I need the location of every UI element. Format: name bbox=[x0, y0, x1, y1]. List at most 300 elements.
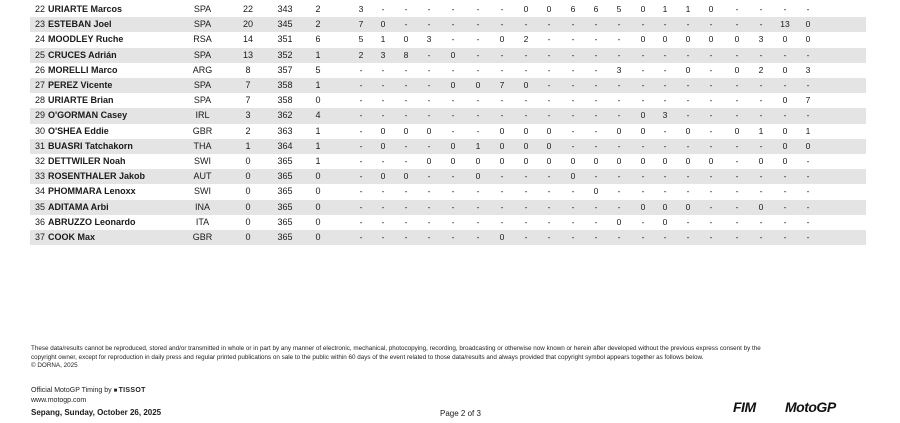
race-result-cell: 13 bbox=[780, 19, 790, 30]
race-result-cell: - bbox=[709, 140, 713, 151]
race-result-cell: - bbox=[617, 80, 621, 90]
gap-cell: 358 bbox=[277, 80, 293, 90]
points-cell: 0 bbox=[245, 201, 251, 212]
race-result-cell: 0 bbox=[685, 156, 691, 166]
race-result-cell: - bbox=[806, 80, 810, 90]
race-result-cell: 0 bbox=[616, 125, 622, 136]
race-result-cell: - bbox=[404, 64, 408, 75]
race-result-cell: 0 bbox=[734, 34, 740, 45]
race-result-cell: - bbox=[735, 171, 739, 182]
race-result-cell: - bbox=[404, 216, 408, 227]
race-result-cell: - bbox=[524, 201, 528, 212]
race-result-cell: - bbox=[547, 80, 551, 90]
race-result-cell: 0 bbox=[380, 125, 386, 136]
race-result-cell: - bbox=[641, 19, 645, 30]
points-cell: 22 bbox=[242, 4, 253, 14]
points-cell: 1 bbox=[245, 140, 251, 151]
race-result-cell: 0 bbox=[450, 156, 456, 166]
race-result-cell: - bbox=[759, 19, 763, 30]
race-result-cell: - bbox=[594, 216, 598, 227]
race-result-cell: 7 bbox=[805, 95, 811, 106]
count-cell: 0 bbox=[315, 171, 321, 182]
race-result-cell: - bbox=[806, 201, 810, 212]
race-result-cell: - bbox=[381, 232, 385, 242]
nation-cell: THA bbox=[193, 140, 212, 151]
timing-credit bbox=[31, 386, 146, 405]
position-cell: 27 bbox=[34, 80, 45, 90]
race-result-cell: 0 bbox=[403, 34, 409, 45]
position-cell: 22 bbox=[34, 4, 45, 14]
position-cell: 30 bbox=[34, 125, 45, 136]
gap-cell: 343 bbox=[277, 4, 293, 14]
race-result-cell: 0 bbox=[685, 34, 691, 45]
count-cell: 0 bbox=[315, 186, 321, 197]
race-result-cell: 2 bbox=[358, 49, 364, 60]
race-result-cell: - bbox=[500, 201, 504, 212]
race-result-cell: - bbox=[663, 186, 667, 197]
race-result-cell: - bbox=[663, 171, 667, 182]
count-cell: 1 bbox=[315, 125, 321, 136]
race-result-cell: - bbox=[476, 19, 480, 30]
race-result-cell: 0 bbox=[475, 80, 481, 90]
rider-name-cell: BUASRI Tatchakorn bbox=[48, 140, 133, 151]
race-result-cell: - bbox=[759, 80, 763, 90]
race-result-cell: 1 bbox=[805, 125, 811, 136]
race-result-cell: 0 bbox=[475, 171, 481, 182]
race-result-cell: - bbox=[709, 19, 713, 30]
points-cell: 0 bbox=[245, 216, 251, 227]
race-result-cell: - bbox=[594, 64, 598, 75]
race-result-cell: - bbox=[663, 125, 667, 136]
race-result-cell: - bbox=[476, 95, 480, 106]
race-result-cell: - bbox=[783, 201, 787, 212]
race-result-cell: - bbox=[571, 110, 575, 121]
race-result-cell: - bbox=[359, 171, 363, 182]
race-result-cell: 0 bbox=[734, 64, 740, 75]
gap-cell: 364 bbox=[277, 140, 293, 151]
race-result-cell: - bbox=[476, 110, 480, 121]
race-result-cell: - bbox=[571, 140, 575, 151]
race-result-cell: - bbox=[451, 64, 455, 75]
race-result-cell: - bbox=[571, 201, 575, 212]
race-result-cell: - bbox=[594, 19, 598, 30]
race-result-cell: - bbox=[451, 186, 455, 197]
race-result-cell: - bbox=[404, 95, 408, 106]
table-row bbox=[30, 17, 866, 32]
race-result-cell: - bbox=[686, 49, 690, 60]
race-result-cell: - bbox=[547, 110, 551, 121]
race-result-cell: - bbox=[617, 34, 621, 45]
race-result-cell: - bbox=[617, 232, 621, 242]
race-result-cell: 3 bbox=[380, 49, 386, 60]
race-result-cell: - bbox=[524, 232, 528, 242]
race-result-cell: - bbox=[451, 171, 455, 182]
race-result-cell: - bbox=[663, 80, 667, 90]
race-result-cell: - bbox=[524, 110, 528, 121]
race-result-cell: - bbox=[500, 95, 504, 106]
race-result-cell: - bbox=[427, 232, 431, 242]
race-result-cell: - bbox=[759, 171, 763, 182]
race-result-cell: 0 bbox=[805, 140, 811, 151]
race-result-cell: 3 bbox=[662, 110, 668, 121]
race-result-cell: 0 bbox=[640, 110, 646, 121]
race-result-cell: - bbox=[571, 80, 575, 90]
race-result-cell: - bbox=[359, 216, 363, 227]
disclaimer-line-2: copyright owner, except for reproduction in daily press and regular printed publications on sale to the public within 60 days of the event related to those data/results and always provided that copyright symbol appears together as follows below. bbox=[31, 353, 704, 361]
race-result-cell: 0 bbox=[782, 140, 788, 151]
count-cell: 4 bbox=[315, 110, 321, 121]
rider-name-cell: PHOMMARA Lenoxx bbox=[48, 186, 136, 197]
gap-cell: 365 bbox=[277, 201, 293, 212]
race-result-cell: 0 bbox=[616, 216, 622, 227]
race-result-cell: - bbox=[547, 186, 551, 197]
race-result-cell: 0 bbox=[782, 64, 788, 75]
nation-cell: AUT bbox=[193, 171, 212, 182]
race-result-cell: - bbox=[641, 186, 645, 197]
count-cell: 1 bbox=[315, 140, 321, 151]
race-result-cell: - bbox=[427, 80, 431, 90]
nation-cell: SWI bbox=[194, 156, 211, 166]
race-result-cell: - bbox=[735, 110, 739, 121]
rider-name-cell: COOK Max bbox=[48, 232, 96, 242]
race-result-cell: - bbox=[783, 110, 787, 121]
race-result-cell: - bbox=[663, 95, 667, 106]
race-result-cell: - bbox=[404, 110, 408, 121]
race-result-cell: - bbox=[476, 232, 480, 242]
race-result-cell: - bbox=[404, 80, 408, 90]
race-result-cell: - bbox=[663, 232, 667, 242]
race-result-cell: 5 bbox=[358, 34, 364, 45]
position-cell: 24 bbox=[34, 34, 45, 45]
race-result-cell: - bbox=[641, 80, 645, 90]
race-result-cell: - bbox=[547, 49, 551, 60]
table-row bbox=[30, 139, 866, 154]
race-result-cell: - bbox=[427, 4, 431, 14]
count-cell: 5 bbox=[315, 64, 321, 75]
race-result-cell: - bbox=[735, 216, 739, 227]
rider-name-cell: URIARTE Brian bbox=[48, 95, 114, 106]
race-result-cell: - bbox=[500, 186, 504, 197]
race-result-cell: - bbox=[359, 201, 363, 212]
race-result-cell: - bbox=[427, 64, 431, 75]
points-cell: 13 bbox=[242, 49, 253, 60]
page-number: Page 2 of 3 bbox=[440, 409, 481, 418]
race-result-cell: 0 bbox=[523, 80, 529, 90]
race-result-cell: 0 bbox=[708, 34, 714, 45]
race-result-cell: 0 bbox=[593, 156, 599, 166]
points-cell: 7 bbox=[245, 95, 251, 106]
race-result-cell: - bbox=[617, 201, 621, 212]
race-result-cell: - bbox=[594, 201, 598, 212]
race-result-cell: 0 bbox=[685, 64, 691, 75]
race-result-cell: - bbox=[663, 140, 667, 151]
nation-cell: SPA bbox=[193, 49, 212, 60]
race-result-cell: - bbox=[783, 80, 787, 90]
race-result-cell: - bbox=[617, 49, 621, 60]
race-result-cell: - bbox=[500, 216, 504, 227]
race-result-cell: 7 bbox=[358, 19, 364, 30]
website-link[interactable]: www.motogp.com bbox=[31, 397, 87, 404]
race-result-cell: 0 bbox=[662, 201, 668, 212]
race-result-cell: 0 bbox=[499, 34, 505, 45]
race-result-cell: 0 bbox=[640, 34, 646, 45]
table-row bbox=[30, 200, 866, 215]
race-result-cell: - bbox=[427, 49, 431, 60]
race-result-cell: - bbox=[759, 232, 763, 242]
race-result-cell: 0 bbox=[546, 156, 552, 166]
race-result-cell: - bbox=[500, 110, 504, 121]
race-result-cell: - bbox=[806, 186, 810, 197]
race-result-cell: - bbox=[686, 140, 690, 151]
race-result-cell: - bbox=[476, 49, 480, 60]
race-result-cell: - bbox=[806, 216, 810, 227]
race-result-cell: - bbox=[783, 186, 787, 197]
position-cell: 23 bbox=[34, 19, 45, 30]
rider-name-cell: MOODLEY Ruche bbox=[48, 34, 124, 45]
race-result-cell: - bbox=[404, 19, 408, 30]
race-result-cell: 0 bbox=[685, 125, 691, 136]
race-result-cell: - bbox=[451, 34, 455, 45]
race-result-cell: - bbox=[709, 49, 713, 60]
race-result-cell: - bbox=[759, 95, 763, 106]
race-result-cell: 6 bbox=[570, 4, 576, 14]
rider-name-cell: DETTWILER Noah bbox=[48, 156, 126, 166]
race-result-cell: - bbox=[524, 19, 528, 30]
race-result-cell: - bbox=[476, 201, 480, 212]
race-result-cell: - bbox=[476, 216, 480, 227]
race-result-cell: 0 bbox=[662, 156, 668, 166]
race-result-cell: - bbox=[524, 186, 528, 197]
race-result-cell: - bbox=[686, 186, 690, 197]
race-result-cell: - bbox=[359, 232, 363, 242]
position-cell: 34 bbox=[34, 186, 45, 197]
table-row bbox=[30, 230, 866, 245]
race-result-cell: - bbox=[451, 232, 455, 242]
race-result-cell: 0 bbox=[685, 201, 691, 212]
race-result-cell: - bbox=[686, 232, 690, 242]
race-result-cell: - bbox=[806, 49, 810, 60]
race-result-cell: - bbox=[427, 140, 431, 151]
race-result-cell: - bbox=[686, 95, 690, 106]
table-row bbox=[30, 2, 866, 17]
gap-cell: 365 bbox=[277, 186, 293, 197]
timing-label: Official MotoGP Timing by bbox=[31, 387, 112, 394]
race-result-cell: - bbox=[427, 95, 431, 106]
race-result-cell: - bbox=[500, 49, 504, 60]
race-result-cell: - bbox=[686, 80, 690, 90]
race-result-cell: - bbox=[759, 140, 763, 151]
race-result-cell: - bbox=[427, 201, 431, 212]
race-result-cell: - bbox=[709, 186, 713, 197]
copyright-disclaimer bbox=[31, 345, 861, 371]
race-result-cell: - bbox=[594, 49, 598, 60]
race-result-cell: - bbox=[359, 156, 363, 166]
table-row bbox=[30, 32, 866, 47]
race-result-cell: 0 bbox=[782, 95, 788, 106]
rider-name-cell: ABRUZZO Leonardo bbox=[48, 216, 136, 227]
gap-cell: 351 bbox=[277, 34, 293, 45]
rider-name-cell: MORELLI Marco bbox=[48, 64, 118, 75]
race-result-cell: 0 bbox=[616, 156, 622, 166]
race-result-cell: - bbox=[594, 34, 598, 45]
nation-cell: SPA bbox=[193, 95, 212, 106]
race-result-cell: - bbox=[404, 140, 408, 151]
nation-cell: GBR bbox=[192, 125, 213, 136]
race-result-cell: - bbox=[404, 232, 408, 242]
count-cell: 0 bbox=[315, 95, 321, 106]
race-result-cell: 0 bbox=[758, 156, 764, 166]
points-cell: 2 bbox=[245, 125, 251, 136]
race-result-cell: - bbox=[759, 216, 763, 227]
points-cell: 0 bbox=[245, 186, 251, 197]
position-cell: 37 bbox=[34, 232, 45, 242]
race-result-cell: 0 bbox=[782, 125, 788, 136]
position-cell: 31 bbox=[34, 140, 45, 151]
table-row bbox=[30, 169, 866, 184]
race-result-cell: - bbox=[359, 140, 363, 151]
race-result-cell: - bbox=[547, 95, 551, 106]
motogp-logo: MotoGP bbox=[785, 399, 836, 415]
race-result-cell: - bbox=[547, 216, 551, 227]
location-date: Sepang, Sunday, October 26, 2025 bbox=[31, 408, 162, 417]
table-row bbox=[30, 78, 866, 93]
nation-cell: IRL bbox=[195, 110, 210, 121]
race-result-cell: 0 bbox=[782, 156, 788, 166]
race-result-cell: - bbox=[759, 186, 763, 197]
race-result-cell: - bbox=[641, 64, 645, 75]
race-result-cell: - bbox=[806, 156, 810, 166]
race-result-cell: 0 bbox=[662, 216, 668, 227]
nation-cell: SWI bbox=[194, 186, 211, 197]
race-result-cell: - bbox=[709, 201, 713, 212]
race-result-cell: 0 bbox=[758, 201, 764, 212]
race-result-cell: 0 bbox=[380, 171, 386, 182]
race-result-cell: - bbox=[404, 156, 408, 166]
race-result-cell: - bbox=[709, 80, 713, 90]
race-result-cell: - bbox=[381, 4, 385, 14]
race-result-cell: - bbox=[641, 95, 645, 106]
nation-cell: GBR bbox=[192, 232, 213, 242]
position-cell: 26 bbox=[34, 64, 45, 75]
race-result-cell: 0 bbox=[499, 140, 505, 151]
race-result-cell: 0 bbox=[403, 171, 409, 182]
table-row bbox=[30, 215, 866, 230]
race-result-cell: - bbox=[735, 95, 739, 106]
race-result-cell: - bbox=[524, 95, 528, 106]
gap-cell: 365 bbox=[277, 232, 293, 242]
race-result-cell: - bbox=[381, 156, 385, 166]
fim-logo: FIM bbox=[733, 399, 756, 415]
race-result-cell: 0 bbox=[426, 125, 432, 136]
race-result-cell: - bbox=[524, 216, 528, 227]
tissot-logo: ■ TISSOT bbox=[114, 387, 146, 394]
table-row bbox=[30, 184, 866, 199]
race-result-cell: - bbox=[476, 34, 480, 45]
race-result-cell: - bbox=[500, 171, 504, 182]
table-row bbox=[30, 124, 866, 139]
position-cell: 25 bbox=[34, 49, 45, 60]
race-result-cell: 0 bbox=[570, 171, 576, 182]
race-result-cell: 0 bbox=[546, 4, 552, 14]
position-cell: 33 bbox=[34, 171, 45, 182]
race-result-cell: - bbox=[547, 171, 551, 182]
race-result-cell: - bbox=[359, 186, 363, 197]
race-result-cell: - bbox=[547, 19, 551, 30]
race-result-cell: - bbox=[404, 4, 408, 14]
copyright-notice: © DORNA, 2025 bbox=[31, 362, 78, 370]
race-result-cell: - bbox=[663, 49, 667, 60]
gap-cell: 363 bbox=[277, 125, 293, 136]
race-result-cell: 2 bbox=[758, 64, 764, 75]
race-result-cell: - bbox=[617, 95, 621, 106]
race-result-cell: - bbox=[806, 110, 810, 121]
race-result-cell: 0 bbox=[523, 140, 529, 151]
race-result-cell: - bbox=[783, 4, 787, 14]
count-cell: 1 bbox=[315, 80, 321, 90]
race-result-cell: - bbox=[359, 125, 363, 136]
table-row bbox=[30, 93, 866, 108]
race-result-cell: - bbox=[709, 216, 713, 227]
race-result-cell: - bbox=[571, 95, 575, 106]
race-result-cell: - bbox=[709, 232, 713, 242]
gap-cell: 365 bbox=[277, 156, 293, 166]
race-result-cell: 1 bbox=[685, 4, 691, 14]
race-result-cell: - bbox=[571, 216, 575, 227]
rider-name-cell: URIARTE Marcos bbox=[48, 4, 123, 14]
race-result-cell: - bbox=[594, 110, 598, 121]
race-result-cell: - bbox=[641, 49, 645, 60]
race-result-cell: - bbox=[547, 64, 551, 75]
gap-cell: 345 bbox=[277, 19, 293, 30]
race-result-cell: - bbox=[451, 4, 455, 14]
position-cell: 35 bbox=[34, 201, 45, 212]
table-row bbox=[30, 108, 866, 123]
race-result-cell: - bbox=[427, 110, 431, 121]
race-result-cell: 0 bbox=[403, 125, 409, 136]
race-result-cell: 0 bbox=[450, 80, 456, 90]
race-result-cell: 3 bbox=[758, 34, 764, 45]
position-cell: 36 bbox=[34, 216, 45, 227]
race-result-cell: 7 bbox=[499, 80, 505, 90]
race-result-cell: - bbox=[451, 125, 455, 136]
race-result-cell: - bbox=[617, 186, 621, 197]
race-result-cell: - bbox=[594, 80, 598, 90]
race-result-cell: - bbox=[735, 4, 739, 14]
rider-name-cell: ADITAMA Arbi bbox=[48, 201, 109, 212]
race-result-cell: - bbox=[359, 95, 363, 106]
race-result-cell: 0 bbox=[426, 156, 432, 166]
race-result-cell: - bbox=[686, 216, 690, 227]
count-cell: 2 bbox=[315, 4, 321, 14]
race-result-cell: - bbox=[404, 186, 408, 197]
race-result-cell: - bbox=[359, 64, 363, 75]
race-result-cell: - bbox=[617, 110, 621, 121]
points-cell: 0 bbox=[245, 232, 251, 242]
race-result-cell: - bbox=[735, 186, 739, 197]
race-result-cell: - bbox=[735, 201, 739, 212]
race-result-cell: 0 bbox=[546, 140, 552, 151]
race-result-cell: - bbox=[663, 64, 667, 75]
race-result-cell: - bbox=[427, 19, 431, 30]
race-result-cell: - bbox=[709, 64, 713, 75]
race-result-cell: - bbox=[759, 4, 763, 14]
race-result-cell: - bbox=[524, 171, 528, 182]
race-result-cell: 1 bbox=[380, 34, 386, 45]
points-cell: 14 bbox=[242, 34, 253, 45]
race-result-cell: 0 bbox=[640, 4, 646, 14]
race-result-cell: - bbox=[571, 49, 575, 60]
race-result-cell: 0 bbox=[523, 125, 529, 136]
